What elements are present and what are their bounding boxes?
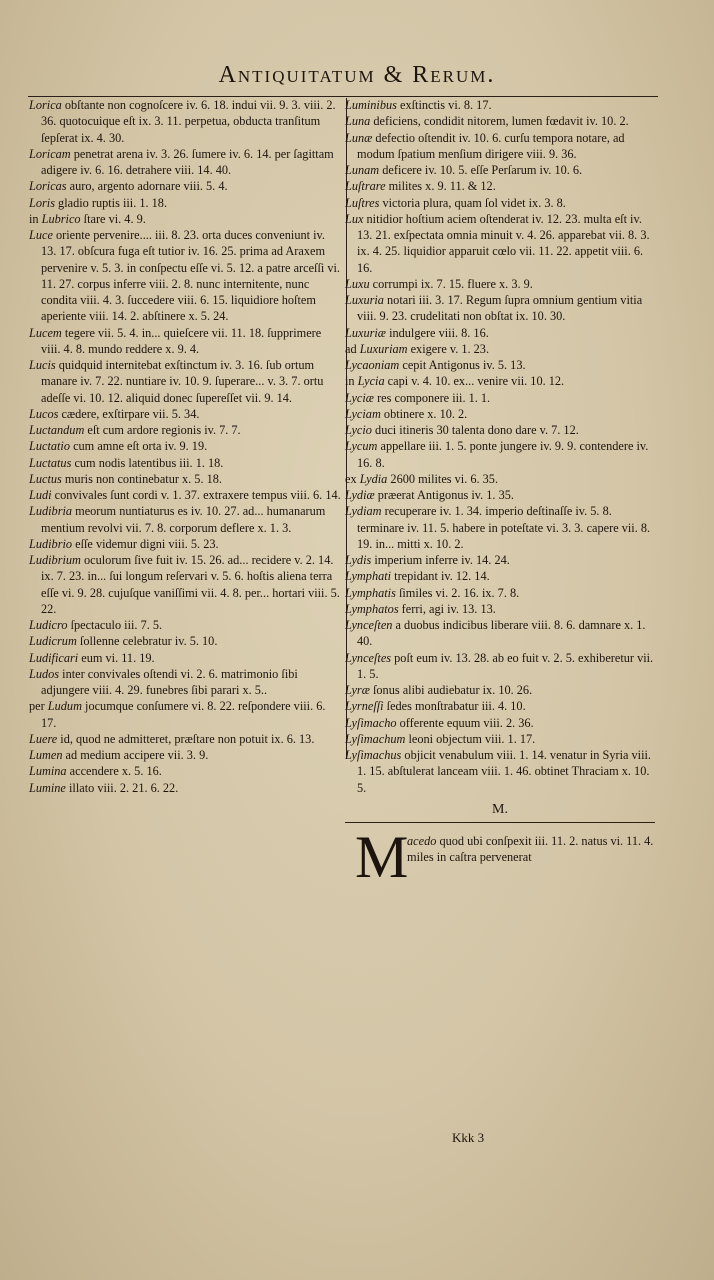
entry-text: ad medium accipere vii. 3. 9. <box>62 748 209 762</box>
index-entry <box>345 698 655 714</box>
entry-text: quod ubi conſpexit iii. 11. 2. natus vi. 11. 4. miles in caſtra pervenerat <box>407 834 654 865</box>
entry-text: obtinere x. 10. 2. <box>380 406 468 421</box>
entry-text: ſimiles vi. 2. 16. ix. 7. 8. <box>395 585 520 600</box>
entry-text: leoni objectum viii. 1. 17. <box>405 731 536 746</box>
entry-headword: Ludicro <box>29 618 68 632</box>
entry-text: victoria plura, quam ſol videt ix. 3. 8. <box>379 195 566 210</box>
entry-text: id, quod ne admitteret, præſtare non potuit ix. 6. 13. <box>57 731 315 746</box>
entry-text: oculorum ſive fuit iv. 15. 26. ad... recidere v. 2. 14. ix. 7. 23. in... ſui longum reſervari v. 5. 6. hoſtis aliena terra eſſe vi. 9. 28. cujuſque vaniſſimi vii. 4. 8. per... hortari viii. 5. 22. <box>41 553 340 616</box>
entry-text: indulgere viii. 8. 16. <box>386 325 489 340</box>
index-entry <box>345 341 655 357</box>
entry-headword: Ludi <box>29 488 52 502</box>
entry-headword: Lyrneſſi <box>345 699 384 714</box>
entry-text: deficere iv. 10. 5. eſſe Perſarum iv. 10. 6. <box>379 163 583 177</box>
index-entry <box>345 503 655 552</box>
left-column <box>29 97 341 796</box>
entry-headword: Lynceſten <box>345 618 393 632</box>
entry-headword: Lyſimacho <box>345 715 397 730</box>
entry-headword: Ludum <box>47 699 82 714</box>
signature-mark: Kkk 3 <box>452 1130 485 1145</box>
index-entry <box>29 633 341 649</box>
entry-headword: Lunam <box>345 163 380 177</box>
entry-headword: Luctatus <box>29 455 72 470</box>
entry-text: gladio ruptis iii. 1. 18. <box>54 195 168 210</box>
index-entry <box>345 552 655 568</box>
index-entry <box>345 471 655 487</box>
index-entry <box>345 211 655 276</box>
entry-headword: Luctus <box>29 471 62 486</box>
index-entry <box>345 406 655 422</box>
entry-text: ſtare vi. 4. 9. <box>80 211 146 226</box>
entry-text: a duobus indicibus liberare viii. 8. 6. damnare x. 1. 40. <box>357 618 646 649</box>
index-entry <box>345 601 655 617</box>
entry-headword: Loricas <box>29 179 67 194</box>
entry-headword: Luminibus <box>345 98 397 112</box>
entry-headword: Lymphatos <box>345 601 399 616</box>
index-entry <box>29 455 341 471</box>
index-entry <box>29 178 341 194</box>
entry-headword: Ludibrium <box>29 553 81 567</box>
index-entry <box>345 650 655 683</box>
entry-headword: Lyſimachus <box>345 748 402 762</box>
entry-headword: Luxuria <box>345 293 384 307</box>
entry-text: penetrat arena iv. 3. 26. ſumere iv. 6. 14. per ſagittam adigere iv. 6. 16. detrahere viii. 14. 40. <box>41 146 334 177</box>
entry-text: exſtinctis vi. 8. 17. <box>396 98 492 112</box>
entry-headword: Lumina <box>29 764 67 779</box>
entry-text: cepit Antigonus iv. 5. 13. <box>399 358 526 372</box>
entry-headword: Lymphatis <box>345 585 396 600</box>
index-entry <box>345 715 655 731</box>
entry-headword: Luxuriam <box>359 341 408 356</box>
entry-headword: Ludicrum <box>29 634 77 649</box>
entry-text: meorum nuntiaturus es iv. 10. 27. ad... humanarum mentium revolvi vii. 7. 8. corporum deflere x. 1. 3. <box>41 504 326 535</box>
index-entry <box>345 292 655 325</box>
entry-headword: Ludibria <box>29 504 73 519</box>
index-entry <box>29 763 341 779</box>
entry-text: 2600 milites vi. 6. 35. <box>387 471 499 486</box>
index-entry <box>29 406 341 422</box>
entry-text: offerente equum viii. 2. 36. <box>396 715 534 730</box>
entry-headword: Luctandum <box>29 423 85 437</box>
index-entry <box>29 227 341 325</box>
entry-headword: Luxuriæ <box>345 325 386 340</box>
index-entry <box>29 747 341 763</box>
entry-prefix: in <box>29 211 42 226</box>
entry-text: tegere vii. 5. 4. in... quieſcere vii. 11. 18. ſupprimere viii. 4. 8. mundo reddere x. 9. 4. <box>41 325 322 356</box>
index-entry <box>29 536 341 552</box>
entry-text: illato viii. 2. 21. 6. 22. <box>65 780 179 795</box>
entry-text: appellare iii. 1. 5. ponte jungere iv. 9. 9. contendere iv. 16. 8. <box>357 439 649 470</box>
entry-headword: Luce <box>29 228 53 242</box>
entry-text: accendere x. 5. 16. <box>66 764 162 779</box>
entry-text: nitidior hoſtium aciem oſtenderat iv. 12. 23. multa eſt iv. 13. 21. exſpectata omnia minuit v. 4. 26. apparebat vii. 8. 3. ix. 4. 25. liquidior apparuit cœlo vii. 11. 22. appetit viii. 6. 16. <box>357 211 650 275</box>
index-entry <box>345 276 655 292</box>
entry-prefix: per <box>29 699 48 714</box>
entry-text: præerat Antigonus iv. 1. 35. <box>374 488 514 502</box>
entry-text: corrumpi ix. 7. 15. fluere x. 3. 9. <box>369 276 533 291</box>
entry-text: muris non continebatur x. 5. 18. <box>61 471 222 486</box>
index-entry <box>345 682 655 698</box>
entry-text: cum amne eſt orta iv. 9. 19. <box>70 439 208 454</box>
entry-headword: Lubrico <box>41 211 81 226</box>
entry-text: ſedes monſtrabatur iii. 4. 10. <box>383 699 526 714</box>
index-entry <box>29 780 341 796</box>
index-entry <box>345 178 655 194</box>
index-entry <box>29 471 341 487</box>
entry-text: poſt eum iv. 13. 28. ab eo fuit v. 2. 5. exhiberetur vii. 1. 5. <box>357 650 654 681</box>
page-title: Antiquitatum & Rerum. <box>218 62 496 88</box>
entry-headword: Lucis <box>29 358 56 372</box>
entry-headword: Lymphati <box>345 569 392 584</box>
index-entry <box>29 357 341 406</box>
index-entry <box>345 422 655 438</box>
entry-text: milites x. 9. 11. & 12. <box>385 179 496 194</box>
entry-headword: acedo <box>407 834 437 848</box>
entry-headword: Lucos <box>29 406 59 421</box>
index-entry <box>345 373 655 389</box>
entry-headword: Lynceſtes <box>345 650 392 665</box>
entry-headword: Luſtres <box>345 195 380 210</box>
entry-headword: Lyciæ <box>345 390 375 405</box>
entry-prefix: ad <box>345 341 360 356</box>
entry-headword: Lydia <box>359 471 388 486</box>
entry-headword: Lyræ <box>345 683 370 697</box>
entry-text: duci itineris 30 talenta dono dare v. 7. 12. <box>371 423 579 437</box>
index-entry <box>29 325 341 358</box>
entry-text: imperium inferre iv. 14. 24. <box>371 553 510 567</box>
entry-prefix: in <box>345 374 358 389</box>
index-entry <box>345 438 655 471</box>
entry-headword: Lydiæ <box>345 488 375 502</box>
entry-prefix: ex <box>345 471 360 486</box>
index-entry <box>29 666 341 699</box>
index-entry <box>345 390 655 406</box>
entry-text: defectio oſtendit iv. 10. 6. curſu tempora notare, ad modum ſpatium menſium dirigere viii. 9. 36. <box>357 130 625 161</box>
entry-headword: Lydis <box>345 553 372 567</box>
index-entry <box>29 650 341 666</box>
entry-headword: Lumine <box>29 780 66 795</box>
entry-text: trepidant iv. 12. 14. <box>391 569 490 584</box>
entry-headword: Luctatio <box>29 439 70 454</box>
entry-text: recuperare iv. 1. 34. imperio deſtinaſſe iv. 5. 8. terminare iv. 11. 5. habere in poteſtate vi. 3. 3. capere vii. 8. 19. in... mitti x. 10. 2. <box>357 504 651 551</box>
entry-text: notari iii. 3. 17. Regum ſupra omnium gentium vitia viii. 9. 23. crudelitati non obſtat ix. 10. 30. <box>357 293 643 324</box>
entry-headword: Lux <box>345 211 364 226</box>
index-entry <box>29 503 341 536</box>
index-entry <box>345 731 655 747</box>
entry-headword: Luſtrare <box>345 179 386 194</box>
entry-headword: Ludificari <box>29 650 79 665</box>
entry-headword: Loris <box>29 195 55 210</box>
entry-headword: Lycio <box>345 423 372 437</box>
entry-headword: Lunæ <box>345 130 373 145</box>
entry-headword: Luna <box>345 114 371 129</box>
entry-headword: Lydiam <box>345 504 382 519</box>
entry-text: res componere iii. 1. 1. <box>374 390 491 405</box>
index-entry <box>29 195 341 211</box>
section-m-opening <box>345 824 655 890</box>
entry-headword: Ludos <box>29 666 60 681</box>
index-entry <box>345 195 655 211</box>
entry-text: obſtante non cognoſcere iv. 6. 18. indui vii. 9. 3. viii. 2. 36. quotocuique eſt ix. 3. 11. perpetua, obducta tranſitum ſepſerat ix. 4. 30. <box>41 98 336 145</box>
index-entry <box>29 211 341 227</box>
entry-text: quidquid internitebat exſtinctum iv. 3. 16. ſub ortum manare iv. 7. 22. nuntiare iv. 10. 9. ſuperare... v. 3. 7. ortu adeſſe vi. 10. 12. aliquid donec ſupereſſet vii. 9. 14. <box>41 358 324 405</box>
entry-headword: Lycia <box>357 374 385 389</box>
index-entry <box>29 146 341 179</box>
entry-text: objicit venabulum viii. 1. 14. venatur in Syria viii. 1. 15. abſtulerat lanceam viii. 1. 46. obtinet Thraciam x. 10. 5. <box>357 748 652 795</box>
entry-text: deficiens, condidit nitorem, lumen fœdavit iv. 10. 2. <box>370 114 629 129</box>
index-entry <box>345 747 655 796</box>
index-entry <box>345 325 655 341</box>
entry-headword: Loricam <box>29 146 71 161</box>
entry-headword: Lycum <box>345 439 378 454</box>
right-entries <box>345 97 655 796</box>
entry-headword: Lucem <box>29 325 62 340</box>
entry-text: capi v. 4. 10. ex... venire vii. 10. 12. <box>384 374 565 389</box>
index-entry <box>345 487 655 503</box>
index-entry <box>29 731 341 747</box>
index-entry <box>345 162 655 178</box>
m-entry <box>407 833 655 866</box>
drop-cap: M <box>355 824 409 890</box>
right-column <box>345 97 655 890</box>
entry-text: ſollenne celebratur iv. 5. 10. <box>76 634 218 649</box>
entry-text: inter convivales oſtendi vi. 2. 6. matrimonio ſibi adjungere viii. 4. 29. funebres ſibi parari x. 5.. <box>41 666 298 697</box>
entry-headword: Lyciam <box>345 406 381 421</box>
index-entry <box>29 552 341 617</box>
entry-headword: Lumen <box>29 748 63 762</box>
entry-text: ſonus alibi audiebatur ix. 10. 26. <box>369 683 533 697</box>
index-entry <box>29 422 341 438</box>
entry-text: cædere, exſtirpare vii. 5. 34. <box>58 406 200 421</box>
entry-headword: Luere <box>29 731 58 746</box>
index-entry <box>29 617 341 633</box>
entry-text: eum vi. 11. 19. <box>78 650 155 665</box>
entry-text: ſpectaculo iii. 7. 5. <box>67 618 163 632</box>
entry-text: auro, argento adornare viii. 5. 4. <box>66 179 228 194</box>
entry-headword: Lyſimachum <box>345 731 406 746</box>
entry-text: eſt cum ardore regionis iv. 7. 7. <box>84 423 241 437</box>
entry-text: oriente pervenire.... iii. 8. 23. orta duces conveniunt iv. 13. 17. obſcura fuga eſt tutior iv. 16. 25. prima ad Araxem pervenire v. 5. 3. in conſpectu eſſe vi. 5. 12. a patre arceſſi vi. 11. 27. corpus inferre viii. 2. 8. nunc internitente, nunc condita viii. 4. 3. ſuccedere viii. 6. 15. liquidiore hoſtem aperiente viii. 14. 2. abſtinere x. 5. 24. <box>41 228 340 324</box>
section-letter: M. <box>492 801 508 817</box>
entry-text: eſſe videmur digni viii. 5. 23. <box>72 536 219 551</box>
index-entry <box>345 617 655 650</box>
entry-text: ferri, agi iv. 13. 13. <box>398 601 496 616</box>
index-entry <box>29 487 341 503</box>
entry-text: jocumque conſumere vi. 8. 22. reſpondere viii. 6. 17. <box>41 699 326 730</box>
index-entry <box>345 130 655 163</box>
entry-headword: Lycaoniam <box>345 358 400 372</box>
index-entry <box>345 113 655 129</box>
entry-headword: Ludibrio <box>29 536 73 551</box>
index-entry <box>345 97 655 113</box>
entry-text: convivales ſunt cordi v. 1. 37. extraxere tempus viii. 6. 14. <box>51 488 341 502</box>
entry-headword: Lorica <box>29 98 62 112</box>
index-entry <box>29 438 341 454</box>
section-rule <box>345 822 655 823</box>
index-entry <box>29 698 341 731</box>
index-entry <box>345 357 655 373</box>
index-entry <box>345 568 655 584</box>
entry-text: cum nodis latentibus iii. 1. 18. <box>71 455 224 470</box>
index-entry <box>29 97 341 146</box>
entry-headword: Luxu <box>345 276 370 291</box>
index-entry <box>345 585 655 601</box>
entry-text: exigere v. 1. 23. <box>407 341 490 356</box>
